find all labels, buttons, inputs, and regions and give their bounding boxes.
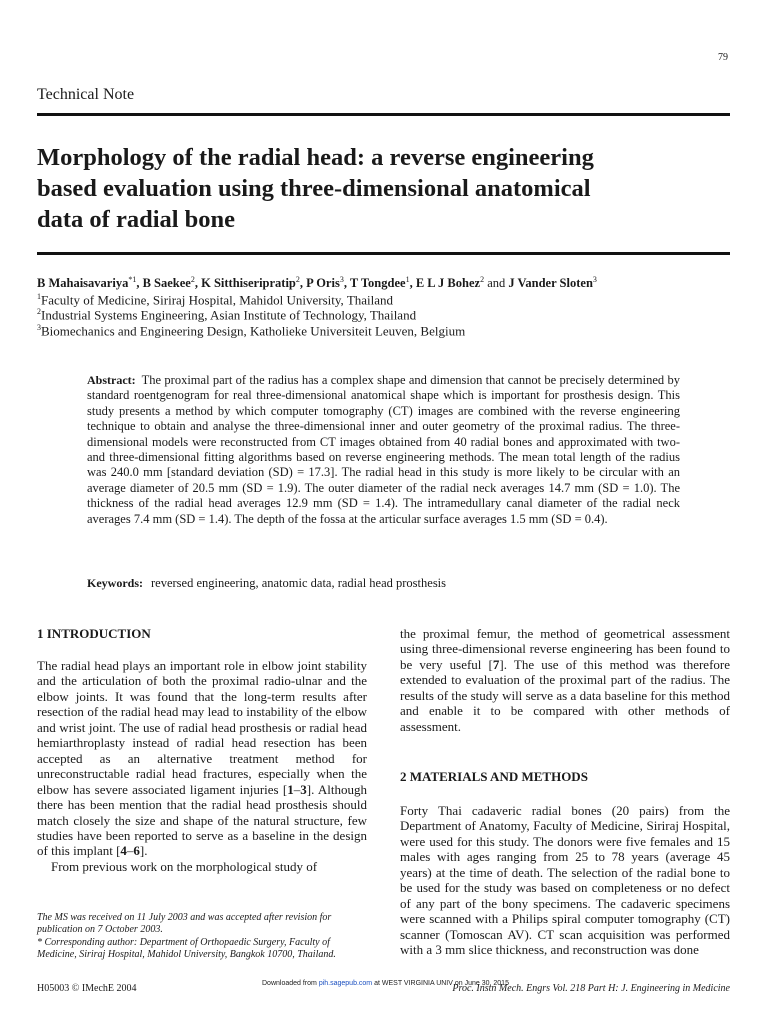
- author-separator: ,: [409, 276, 413, 291]
- affiliation-number: 1: [37, 292, 41, 301]
- footer-journal: Proc. Instn Mech. Engrs Vol. 218 Part H: J. Engineering in Medicine: [452, 983, 730, 994]
- title-line: based evaluation using three-dimensional anatomical: [37, 175, 591, 202]
- section-label: Technical Note: [37, 86, 135, 103]
- citation-link[interactable]: 4: [120, 843, 127, 859]
- affiliation-3: [37, 323, 465, 339]
- author-name: B Saekee: [142, 276, 191, 291]
- author-name: E L J Bohez: [415, 276, 481, 291]
- author-list: [37, 275, 597, 291]
- affiliation-number: 2: [37, 307, 41, 316]
- download-notice: Downloaded from pih.sagepub.com at WEST VIRGINIA UNIV on June 30, 2015: [262, 980, 509, 987]
- author-name: T Tongdee: [349, 276, 406, 291]
- affiliation-text: Industrial Systems Engineering, Asian Institute of Technology, Thailand: [41, 307, 417, 323]
- methods-body: [400, 803, 730, 958]
- author-separator: ,: [136, 276, 140, 291]
- introduction-continued: [400, 626, 730, 734]
- keywords-label: Keywords:: [87, 576, 143, 590]
- introduction-body: [37, 658, 367, 874]
- section-heading-introduction: 1 INTRODUCTION: [37, 626, 151, 641]
- author-affiliation-mark: 3: [592, 275, 597, 284]
- title-line: data of radial bone: [37, 206, 236, 233]
- author-affiliation-mark: 2: [295, 275, 300, 284]
- author-affiliation-mark: 2: [190, 275, 195, 284]
- abstract-label: Abstract:: [87, 373, 136, 387]
- paragraph: Forty Thai cadaveric radial bones (20 pairs) from the Department of Anatomy, Faculty of Medicine, Siriraj Hospital, were used for this study. The donors were five females and 15 males with ages ranging from 25 to 78 years (average 45 years) at the time of death. The selection of the radial bone to be used for the study was based on completeness or no defect of any part of the bony specimens. The cadaveric specimens were scanned with a Philips spiral computer tomography (CT) scanner (Tomoscan AV). CT scan acquisition was performed with a 3 mm slice thickness, and reconstruction was done: [400, 803, 730, 958]
- author-separator: ,: [343, 276, 347, 291]
- affiliation-1: [37, 292, 393, 308]
- author-separator: ,: [194, 276, 198, 291]
- citation-link[interactable]: 1: [287, 781, 294, 797]
- article-title: [37, 142, 730, 235]
- footnote-corresponding: * Corresponding author: Department of Orthopaedic Surgery, Faculty of Medicine, Siriraj Hospital, Mahidol University, Bangkok 10700, Thailand.: [37, 936, 336, 960]
- citation-link[interactable]: 7: [492, 656, 500, 672]
- paragraph: The radial head plays an important role in elbow joint stability and the articulation of both the proximal radio-ulnar and the elbow joints. It was found that the long-term results after resection of the radial head may lead to instability of the elbow and wrist joint. The use of radial head prosthesis or radial head hemiarthroplasty instead of radial head resection has been accepted as an alternative treatment method for unreconstructable radial head fractures, especially when the elbow has severe associated ligament injuries [1–3]. Although there has been mention that the radial head prosthesis should match closely the size and shape of the natural structure, few studies have been reported to serve as a baseline in the design of this implant [4–6].: [37, 658, 367, 859]
- title-rule-top: [37, 113, 730, 116]
- author-affiliation-mark: *1: [128, 275, 137, 284]
- author-name: B Mahaisavariya: [37, 276, 129, 291]
- abstract: [87, 373, 680, 527]
- paragraph: From previous work on the morphological study of: [51, 858, 318, 874]
- section-heading-methods: 2 MATERIALS AND METHODS: [400, 769, 588, 784]
- author-separator: ,: [299, 276, 304, 291]
- citation-link[interactable]: 6: [133, 843, 140, 859]
- keywords: [87, 576, 446, 591]
- author-name: K Sitthiseripratip: [201, 276, 296, 291]
- affiliation-number: 3: [37, 323, 41, 332]
- author-name: J Vander Sloten: [508, 276, 593, 291]
- title-rule-bottom: [37, 252, 730, 255]
- affiliation-2: [37, 307, 416, 323]
- page-number: 79: [718, 52, 728, 63]
- keywords-text: reversed engineering, anatomic data, radial head prosthesis: [151, 576, 447, 590]
- citation-link[interactable]: 3: [300, 781, 307, 797]
- author-name: P Oris: [306, 276, 340, 291]
- author-and: and: [487, 276, 506, 291]
- title-line: Morphology of the radial head: a reverse engineering: [37, 144, 594, 171]
- affiliation-text: Biomechanics and Engineering Design, Katholieke Universiteit Leuven, Belgium: [41, 323, 466, 339]
- footnote: [37, 912, 367, 961]
- affiliation-text: Faculty of Medicine, Siriraj Hospital, Mahidol University, Thailand: [41, 292, 394, 308]
- footer-copyright: H05003 © IMechE 2004: [37, 983, 137, 994]
- author-affiliation-mark: 1: [405, 275, 410, 284]
- author-affiliation-mark: 3: [339, 275, 344, 284]
- paragraph: the proximal femur, the method of geometrical assessment using three-dimensional reverse engineering has been found to be very useful [7]. The use of this method was therefore extended to evaluation of the proximal part of the radius. The results of the study will serve as a data baseline for this method and enable it to be compared with other methods of assessment.: [400, 626, 730, 734]
- footnote-received: The MS was received on 11 July 2003 and was accepted after revision for publication on 7 October 2003.: [37, 912, 332, 936]
- download-link[interactable]: pih.sagepub.com: [318, 980, 373, 987]
- author-affiliation-mark: 2: [480, 275, 485, 284]
- abstract-text: The proximal part of the radius has a complex shape and dimension that cannot be precisely determined by standard roentgenogram for real three-dimensional anatomical shape which is important for prosthesis design. This study presents a method by which computer tomography (CT) images are combined with the reverse engineering technique to obtain and analyse the three-dimensional inner and outer geometry of the proximal radius. The three-dimensional models were reconstructed from CT images obtained from 40 radial bones and approximated with two- and three-dimensional fitting algorithms based on reverse engineering methods. The mean total length of the radius was 240.0 mm [standard deviation (SD) = 17.3]. The radial head in this study is more likely to be circular with an average diameter of 20.5 mm (SD = 1.9). The outer diameter of the radial neck averages 14.7 mm (SD = 1.0). The thickness of the radial head averages 12.9 mm (SD = 1.4). The intramedullary canal diameter of the radial neck averages 7.4 mm (SD = 1.4). The depth of the fossa at the articular surface averages 1.5 mm (SD = 0.4).: [87, 373, 680, 526]
